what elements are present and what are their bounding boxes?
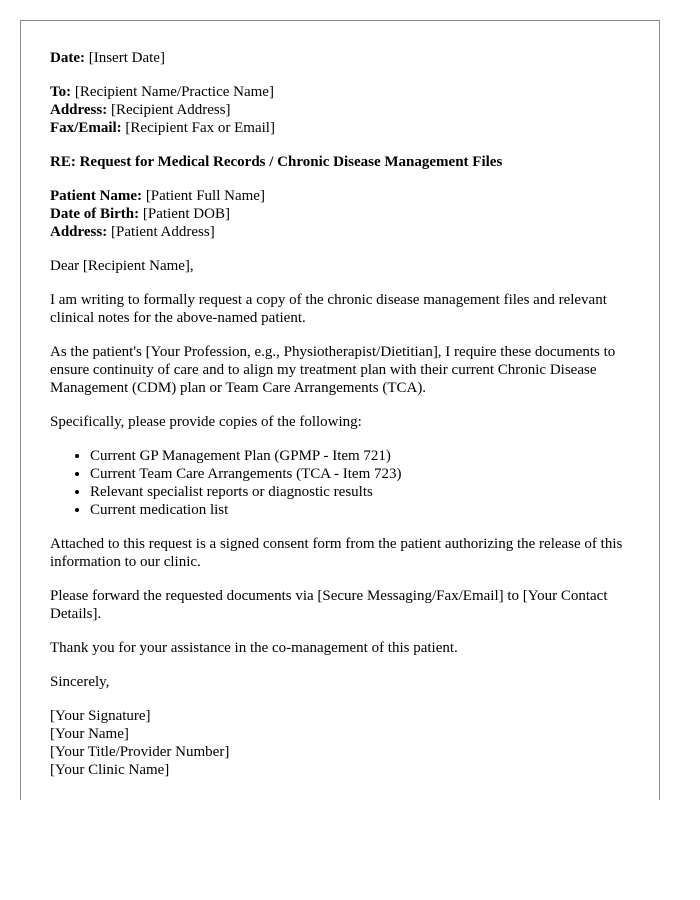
sender-name: [Your Name] (50, 726, 129, 742)
paragraph-6: Thank you for your assistance in the co-management of this patient. (50, 640, 458, 656)
fax-label: Fax/Email: (50, 120, 122, 136)
recipient-block (50, 83, 646, 137)
paragraph-2: As the patient's [Your Profession, e.g., Physiotherapist/Dietitian], I require these documents to ensure continuity of care and to align my treatment plan with their current Chronic Disease Management (CDM) plan or Team Care Arrangements (TCA). (50, 344, 616, 396)
patient-name-label: Patient Name: (50, 188, 143, 204)
patient-dob-value: [Patient DOB] (142, 206, 230, 222)
patient-address-value: [Patient Address] (110, 224, 215, 240)
to-label: To: (50, 84, 72, 100)
date-line (50, 49, 646, 67)
recipient-address-value: [Recipient Address] (110, 102, 231, 118)
list-item: • Current Team Care Arrangements (TCA - Item 723) (90, 465, 646, 483)
requested-documents-list (50, 447, 646, 519)
paragraph-4: Attached to this request is a signed consent form from the patient authorizing the release of this information to our clinic. (50, 536, 623, 570)
signature-block (50, 707, 646, 779)
letter-content (50, 49, 646, 779)
signature-line: [Your Signature] (50, 708, 151, 724)
letter-page (20, 20, 660, 800)
clinic-name: [Your Clinic Name] (50, 762, 170, 778)
subject-line: RE: Request for Medical Records / Chronic Disease Management Files (50, 154, 503, 170)
sender-title: [Your Title/Provider Number] (50, 744, 230, 760)
patient-name-value: [Patient Full Name] (145, 188, 265, 204)
list-item: • Relevant specialist reports or diagnostic results (90, 483, 646, 501)
date-value: [Insert Date] (88, 50, 165, 66)
paragraph-3: Specifically, please provide copies of the following: (50, 414, 362, 430)
patient-dob-label: Date of Birth: (50, 206, 140, 222)
fax-value: [Recipient Fax or Email] (125, 120, 275, 136)
paragraph-5: Please forward the requested documents via [Secure Messaging/Fax/Email] to [Your Contact Details]. (50, 588, 608, 622)
patient-address-label: Address: (50, 224, 108, 240)
salutation: Dear [Recipient Name], (50, 258, 194, 274)
date-label: Date: (50, 50, 85, 66)
list-item: • Current medication list (90, 501, 646, 519)
paragraph-1: I am writing to formally request a copy of the chronic disease management files and relevant clinical notes for the above-named patient. (50, 292, 607, 326)
to-value: [Recipient Name/Practice Name] (74, 84, 274, 100)
patient-block (50, 187, 646, 241)
list-item: • Current GP Management Plan (GPMP - Item 721) (90, 447, 646, 465)
closing: Sincerely, (50, 674, 110, 690)
recipient-address-label: Address: (50, 102, 108, 118)
